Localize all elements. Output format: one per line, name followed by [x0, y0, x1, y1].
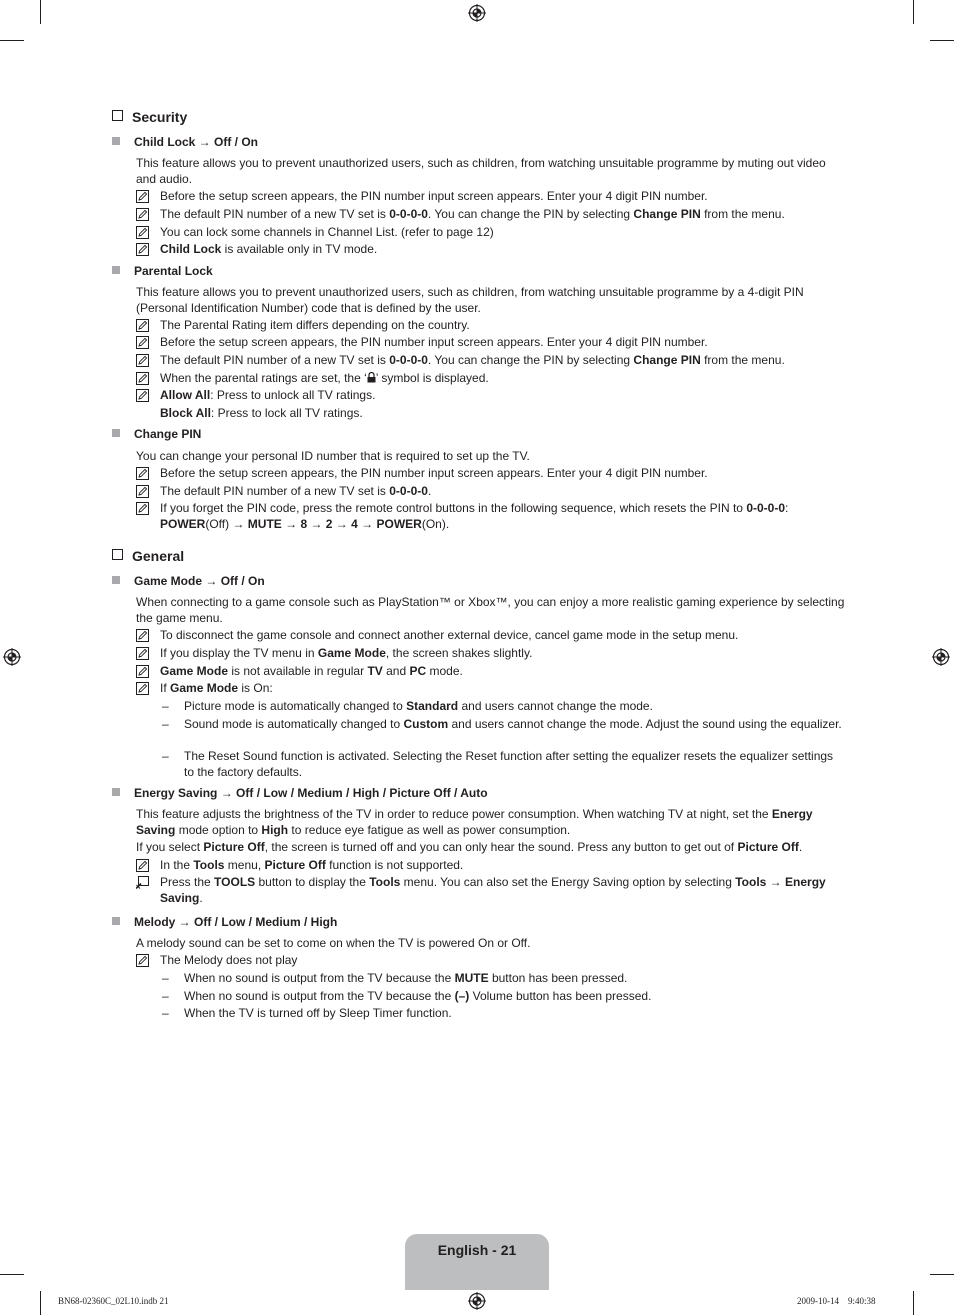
- print-slug-date: 2009-10-14 9:40:38: [797, 1296, 876, 1306]
- note-icon: [136, 629, 149, 642]
- dash-item: – The Reset Sound function is activated. Selecting the Reset function after setting the equalizer resets the equalizer settings to the factory defaults.: [162, 749, 834, 779]
- dash-item: – When no sound is output from the TV because the (–) Volume button has been pressed.: [162, 989, 652, 1003]
- note-icon: [136, 682, 149, 695]
- note: Child Lock is available only in TV mode.: [136, 241, 846, 257]
- note-icon: [136, 954, 149, 967]
- note: When the parental ratings are set, the ‘ ’ symbol is displayed.: [136, 370, 846, 386]
- square-bullet-icon: [112, 266, 120, 274]
- note-icon: [136, 336, 149, 349]
- note-icon: [136, 190, 149, 203]
- square-bullet-icon: [112, 788, 120, 796]
- section-heading-security: Security: [112, 108, 187, 126]
- dash-item: – Picture mode is automatically changed to Standard and users cannot change the mode.: [162, 699, 653, 713]
- note-icon: [136, 467, 149, 480]
- crop-mark: [0, 1274, 24, 1275]
- item-heading-melody: Melody → Off / Low / Medium / High: [112, 915, 337, 930]
- tools-icon: [136, 876, 149, 889]
- paragraph: If you select Picture Off, the screen is turned off and you can only hear the sound. Press any button to get out of Picture Off.: [136, 840, 803, 854]
- note: The default PIN number of a new TV set is 0-0-0-0.: [136, 483, 846, 499]
- note: The Parental Rating item differs depending on the country.: [136, 317, 846, 333]
- note-icon: [136, 208, 149, 221]
- note-icon: [136, 389, 149, 402]
- square-bullet-icon: [112, 576, 120, 584]
- note: Before the setup screen appears, the PIN number input screen appears. Enter your 4 digit PIN number.: [136, 188, 846, 204]
- crop-mark: [930, 1274, 954, 1275]
- note: If Game Mode is On:: [136, 680, 846, 696]
- note: To disconnect the game console and connect another external device, cancel game mode in the setup menu.: [136, 627, 846, 643]
- note-continuation: Block All: Press to lock all TV ratings.: [160, 406, 363, 420]
- note: If you forget the PIN code, press the remote control buttons in the following sequence, which resets the PIN to 0-0-0-0: POWER(Off) → MUTE → 8 → 2 → 4 → POWER(On).: [136, 500, 846, 532]
- note: In the Tools menu, Picture Off function is not supported.: [136, 857, 846, 873]
- paragraph: You can change your personal ID number that is required to set up the TV.: [136, 449, 530, 463]
- note-icon: [136, 226, 149, 239]
- note: The Melody does not play: [136, 952, 846, 968]
- note: Before the setup screen appears, the PIN number input screen appears. Enter your 4 digit PIN number.: [136, 465, 846, 481]
- registration-mark-icon: [932, 648, 950, 666]
- note-icon: [136, 665, 149, 678]
- note: You can lock some channels in Channel List. (refer to page 12): [136, 224, 846, 240]
- paragraph: This feature allows you to prevent unauthorized users, such as children, from watching unsuitable programme by a 4-digit PIN (Personal Identification Number) code that is defined by the user.: [136, 285, 804, 315]
- crop-mark: [40, 1291, 41, 1315]
- item-heading-parental-lock: Parental Lock: [112, 264, 213, 279]
- crop-mark: [0, 40, 24, 41]
- note: The default PIN number of a new TV set is 0-0-0-0. You can change the PIN by selecting Change PIN from the menu.: [136, 352, 846, 368]
- crop-mark: [40, 0, 41, 24]
- note-icon: [136, 372, 149, 385]
- square-bullet-icon: [112, 429, 120, 437]
- note: Before the setup screen appears, the PIN number input screen appears. Enter your 4 digit PIN number.: [136, 334, 846, 350]
- section-heading-general: General: [112, 547, 184, 565]
- tools-note: Press the TOOLS button to display the Tools menu. You can also set the Energy Saving option by selecting Tools → Energy Saving.: [136, 874, 846, 906]
- crop-mark: [913, 0, 914, 24]
- note-icon: [136, 502, 149, 515]
- paragraph: This feature adjusts the brightness of the TV in order to reduce power consumption. When watching TV at night, set the Energy Saving mode option to High to reduce eye fatigue as well as power consumption.: [136, 807, 813, 837]
- page-number: English - 21: [437, 1242, 517, 1258]
- dash-item: – When no sound is output from the TV because the MUTE button has been pressed.: [162, 971, 628, 985]
- note: Game Mode is not available in regular TV and PC mode.: [136, 663, 846, 679]
- paragraph: This feature allows you to prevent unauthorized users, such as children, from watching unsuitable programme by muting out video and audio.: [136, 156, 826, 186]
- note: The default PIN number of a new TV set is 0-0-0-0. You can change the PIN by selecting Change PIN from the menu.: [136, 206, 846, 222]
- crop-mark: [913, 1291, 914, 1315]
- note: If you display the TV menu in Game Mode, the screen shakes slightly.: [136, 645, 846, 661]
- paragraph: A melody sound can be set to come on when the TV is powered On or Off.: [136, 936, 531, 950]
- dash-item: – When the TV is turned off by Sleep Timer function.: [162, 1006, 452, 1020]
- item-heading-energy-saving: Energy Saving → Off / Low / Medium / High / Picture Off / Auto: [112, 786, 488, 801]
- print-slug-file: BN68-02360C_02L10.indb 21: [58, 1296, 169, 1306]
- registration-mark-icon: [3, 648, 21, 666]
- note-icon: [136, 243, 149, 256]
- lock-icon: [367, 372, 376, 383]
- item-heading-child-lock: Child Lock → Off / On: [112, 135, 258, 150]
- square-bullet-icon: [112, 137, 120, 145]
- checkbox-bullet-icon: [112, 110, 123, 121]
- registration-mark-icon: [468, 1292, 486, 1310]
- square-bullet-icon: [112, 917, 120, 925]
- item-heading-change-pin: Change PIN: [112, 427, 201, 442]
- checkbox-bullet-icon: [112, 549, 123, 560]
- note-icon: [136, 859, 149, 872]
- note-icon: [136, 354, 149, 367]
- note: Allow All: Press to unlock all TV ratings.: [136, 387, 846, 403]
- paragraph: When connecting to a game console such as PlayStation™ or Xbox™, you can enjoy a more realistic gaming experience by selecting the game menu.: [136, 595, 845, 625]
- item-heading-game-mode: Game Mode → Off / On: [112, 574, 265, 589]
- note-icon: [136, 485, 149, 498]
- note-icon: [136, 319, 149, 332]
- crop-mark: [930, 40, 954, 41]
- note-icon: [136, 647, 149, 660]
- registration-mark-icon: [468, 4, 486, 22]
- dash-item: – Sound mode is automatically changed to Custom and users cannot change the mode. Adjust the sound using the equalizer.: [162, 717, 842, 731]
